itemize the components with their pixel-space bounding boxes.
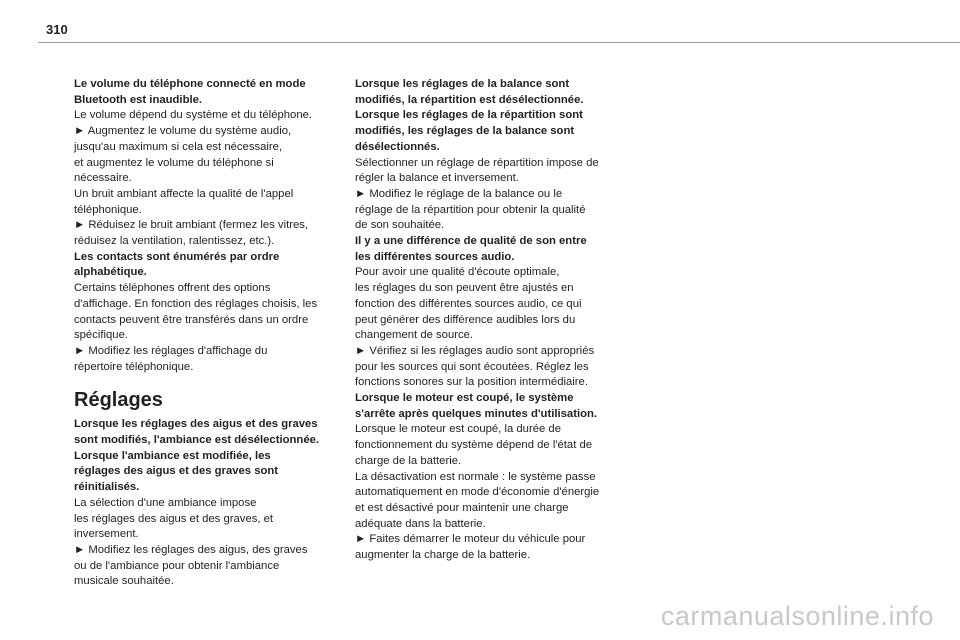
- paragraph: Le volume dépend du système et du téléphone.: [74, 109, 313, 122]
- paragraph-heading: Lorsque le moteur est coupé, le système s'arrête après quelques minutes d'utilisation.: [355, 392, 598, 420]
- left-column: [74, 77, 350, 590]
- header-divider: [38, 42, 960, 43]
- paragraph: Pour avoir une qualité d'écoute optimale, les réglages du son peuvent être ajustés en fonction des différentes sources audio, ce qui peut générer des différence audibles lors du changement de source.: [355, 266, 582, 342]
- right-column: [355, 77, 635, 564]
- instruction-step: ► Réduisez le bruit ambiant (fermez les vitres, réduisez la ventilation, ralentissez, etc.).: [74, 219, 309, 248]
- paragraph: Sélectionner un réglage de répartition impose de régler la balance et inversement.: [355, 156, 599, 185]
- paragraph: Lorsque le moteur est coupé, la durée de fonctionnement du système dépend de l'état de charge de la batterie.: [355, 423, 593, 467]
- instruction-step: ► Vérifiez si les réglages audio sont appropriés pour les sources qui sont écoutées. Réglez les fonctions sonores sur la position intermédiaire.: [355, 344, 595, 389]
- paragraph-heading: Les contacts sont énumérés par ordre alphabétique.: [74, 250, 280, 279]
- watermark-text: carmanualsonline.info: [660, 601, 934, 631]
- instruction-step: ► Modifiez les réglages des aigus, des graves ou de l'ambiance pour obtenir l'ambiance musicale souhaitée.: [74, 543, 308, 588]
- section-heading: Réglages: [74, 389, 163, 412]
- paragraph: La sélection d'une ambiance impose les réglages des aigus et des graves, et inversement.: [74, 496, 274, 541]
- instruction-step: ► Faites démarrer le moteur du véhicule pour augmenter la charge de la batterie.: [355, 533, 586, 562]
- paragraph: Un bruit ambiant affecte la qualité de l'appel téléphonique.: [74, 187, 294, 216]
- paragraph: Certains téléphones offrent des options d'affichage. En fonction des réglages choisis, les contacts peuvent être transférés dans un ordre spécifique.: [74, 282, 318, 342]
- paragraph-heading: Il y a une différence de qualité de son entre les différentes sources audio.: [355, 235, 587, 263]
- paragraph-heading: Lorsque les réglages de la balance sont modifiés, la répartition est désélectionnée. Lorsque les réglages de la répartition sont modifiés, les réglages de la balance sont désélectionnés.: [355, 78, 584, 153]
- paragraph: La désactivation est normale : le système passe automatiquement en mode d'économie d'énergie et est désactivé pour maintenir une charge adéquate dans la batterie.: [355, 470, 600, 530]
- paragraph-heading: Lorsque les réglages des aigus et des graves sont modifiés, l'ambiance est désélectionnée. Lorsque l'ambiance est modifiée, les réglages des aigus et des graves sont réinitialisés.: [74, 418, 320, 494]
- instruction-step: ► Modifiez le réglage de la balance ou le réglage de la répartition pour obtenir la qualité de son souhaitée.: [355, 187, 586, 232]
- page-number: 310: [46, 22, 68, 37]
- instruction-step: ► Augmentez le volume du système audio, jusqu'au maximum si cela est nécessaire, et augmentez le volume du téléphone si nécessaire.: [74, 125, 292, 185]
- instruction-step: ► Modifiez les réglages d'affichage du répertoire téléphonique.: [74, 344, 268, 373]
- paragraph-heading: Le volume du téléphone connecté en mode Bluetooth est inaudible.: [74, 78, 306, 106]
